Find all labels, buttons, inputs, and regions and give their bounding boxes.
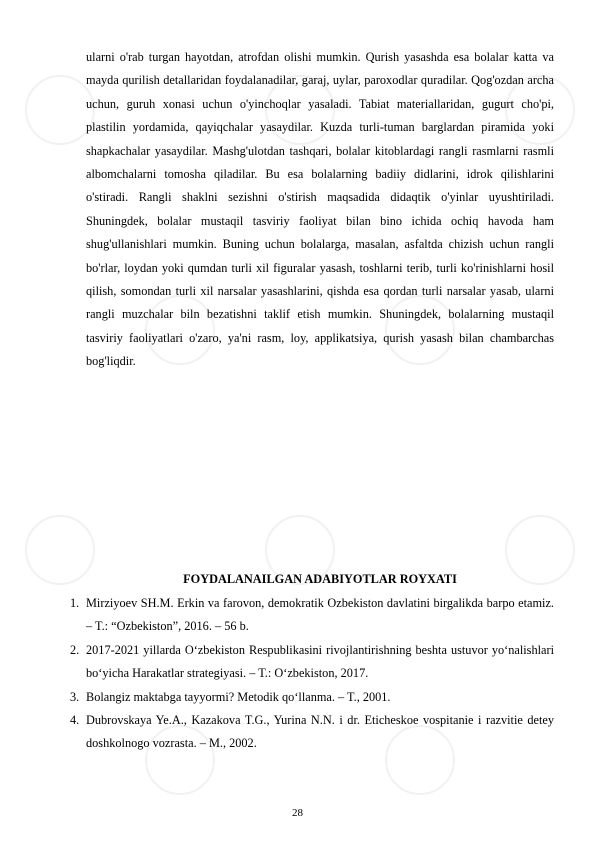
bibliography-list [70,592,554,756]
page-number: 28 [292,807,303,819]
bibliography-item-text: Mirziyoev SH.M. Erkin va farovon, demokratik Ozbekiston davlatini birgalikda barpo etamiz. – T.: “Ozbekiston”, 2016. – 56 b. [86,596,554,634]
bibliography-item [70,639,554,686]
bibliography-item-text: 2017-2021 yillarda O‘zbekiston Respublikasini rivojlantirishning beshta ustuvor yo‘nalishlari bo‘yicha Harakatlar strategiyasi. – T.: O‘zbekiston, 2017. [86,642,554,681]
bibliography-item [70,592,554,639]
bibliography-item-number: 4. [70,713,80,728]
bibliography-item-number: 1. [70,596,80,610]
bibliography-item-number: 3. [70,689,80,704]
bibliography-title: FOYDALANAILGAN ADABIYOTLAR ROYXATI [183,572,457,586]
bibliography-item-text: Dubrovskaya Ye.A., Kazakova T.G., Yurina N.N. i dr. Eticheskoe vospitanie i razvitie detey doshkolnogo vozrasta. – M., 2002. [86,713,554,751]
main-paragraph: ularni o'rab turgan hayotdan, atrofdan olishi mumkin. Qurish yasashda esa bolalar katta va mayda qurilish detallaridan foydalanadilar, garaj, uylar, paroxodlar quradilar. Qog'ozdan archa uchun, guruh xonasi uchun o'yinchoqlar yasaladi. Tabiat materiallaridan, gugurt cho'pi, plastilin yordamida, qayiqchalar yasaydilar. Kuzda turli-tuman barglardan piramida yoki shapkachalar yasaydilar. Mashg'ulotdan tashqari, bolalar kitoblardagi rangli rasmlarni rasmli albomchalarni tomosha qiladilar. Bu esa bolalarning badiiy didlarini, idrok qilishlarini o'stiradi. Rangli shaklni sezishni o'stirish maqsadida didaqtik o'yinlar uyushtiriladi. Shuningdek, bolalar mustaqil tasviriy faoliyat bilan bino ichida ochiq havoda ham shug'ullanishlari mumkin. Buning uchun bolalarga, masalan, asfaltda chizish uchun rangli bo'rlar, loydan yoki qumdan turli xil figuralar yasash, toshlarni terib, turli ko'rinishlarni hosil qilish, somondan turli xil narsalar yasashlarini, qishda esa qordan turli narsalar yasab, ularni rangli muzchalar biln bezatishni taklif etish mumkin. Shuningdek, bolalarning mustaqil tasviriy faoliyatlari o'zaro, ya'ni rasm, loy, applikatsiya, qurish yasash bilan chambarchas bog'liqdir. [86,50,554,369]
bibliography-item-text: Bolangiz maktabga tayyormi? Metodik qo‘llanma. – T., 2001. [86,689,391,704]
bibliography-item [70,709,554,756]
bibliography-item-number: 2. [70,642,80,657]
bibliography-item [70,686,554,709]
